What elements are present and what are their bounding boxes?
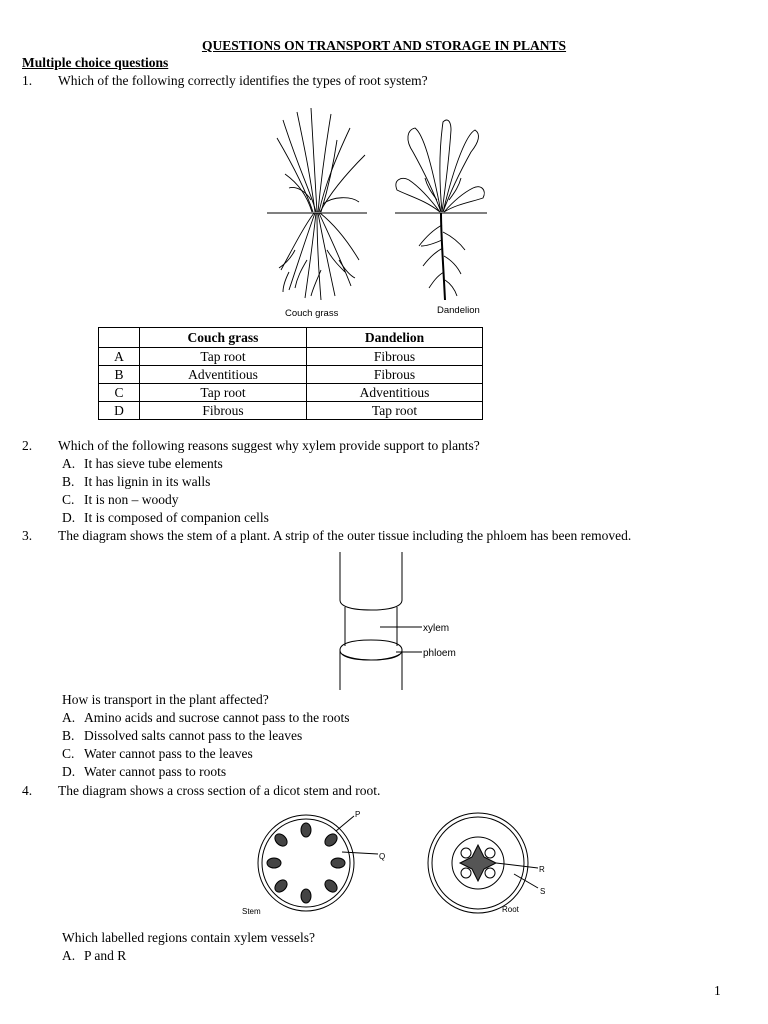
page-number: 1 bbox=[714, 983, 721, 998]
table-cell: A bbox=[99, 348, 140, 366]
dandelion-label: Dandelion bbox=[437, 305, 480, 316]
table-cell: Fibrous bbox=[140, 402, 307, 420]
option-b: B. It has lignin in its walls bbox=[62, 474, 211, 489]
table-cell: Adventitious bbox=[307, 384, 483, 402]
option-a: A. It has sieve tube elements bbox=[62, 456, 223, 471]
question-3 bbox=[22, 528, 631, 544]
cross-section-figure bbox=[238, 808, 560, 920]
answer-table bbox=[98, 327, 483, 420]
stem-label: Stem bbox=[242, 907, 261, 916]
couch-grass-plant bbox=[277, 108, 365, 300]
label-r: R bbox=[539, 865, 545, 874]
table-cell: Tap root bbox=[140, 384, 307, 402]
option-a: A. P and R bbox=[62, 948, 127, 963]
table-cell: Tap root bbox=[307, 402, 483, 420]
table-row bbox=[99, 348, 483, 366]
phloem-label: phloem bbox=[423, 648, 456, 659]
option-d: D. It is composed of companion cells bbox=[62, 510, 269, 525]
label-p: P bbox=[355, 810, 361, 819]
label-s: S bbox=[540, 887, 546, 896]
question-text: The diagram shows the stem of a plant. A strip of the outer tissue including the phloem has been removed. bbox=[58, 528, 632, 543]
table-cell: Fibrous bbox=[307, 366, 483, 384]
question-4-sub: Which labelled regions contain xylem vessels? bbox=[62, 930, 316, 945]
option-b: B. Dissolved salts cannot pass to the leaves bbox=[62, 728, 303, 743]
question-3-sub: How is transport in the plant affected? bbox=[62, 692, 269, 707]
question-number: 1. bbox=[22, 73, 33, 88]
table-row bbox=[99, 384, 483, 402]
table-row bbox=[99, 402, 483, 420]
question-2 bbox=[22, 438, 480, 454]
label-q: Q bbox=[379, 852, 386, 861]
question-number: 2. bbox=[22, 438, 33, 453]
root-label: Root bbox=[502, 905, 519, 914]
section-heading: Multiple choice questions bbox=[22, 55, 169, 70]
table-cell: B bbox=[99, 366, 140, 384]
table-header bbox=[99, 328, 140, 348]
question-number: 3. bbox=[22, 528, 33, 543]
table-header-row bbox=[99, 328, 483, 348]
table-row bbox=[99, 366, 483, 384]
option-c: C. It is non – woody bbox=[62, 492, 179, 507]
question-number: 4. bbox=[22, 783, 33, 798]
question-4 bbox=[22, 783, 380, 799]
ringed-stem-figure bbox=[330, 550, 480, 692]
stem-vascular-bundles bbox=[267, 823, 345, 903]
option-d: D. Water cannot pass to roots bbox=[62, 764, 227, 779]
option-c: C. Water cannot pass to the leaves bbox=[62, 746, 253, 761]
table-cell: Fibrous bbox=[307, 348, 483, 366]
couch-grass-label: Couch grass bbox=[285, 308, 339, 319]
root-systems-figure bbox=[255, 100, 495, 322]
xylem-label: xylem bbox=[423, 623, 450, 634]
table-header: Dandelion bbox=[307, 328, 483, 348]
question-text: Which of the following correctly identifies the types of root system? bbox=[58, 73, 428, 88]
question-text: Which of the following reasons suggest why xylem provide support to plants? bbox=[58, 438, 480, 453]
table-cell: Adventitious bbox=[140, 366, 307, 384]
table-cell: C bbox=[99, 384, 140, 402]
option-a: A. Amino acids and sucrose cannot pass to the roots bbox=[62, 710, 350, 725]
root-stele bbox=[460, 845, 496, 881]
table-header: Couch grass bbox=[140, 328, 307, 348]
page-title: QUESTIONS ON TRANSPORT AND STORAGE IN PLANTS bbox=[201, 38, 567, 53]
table-cell: D bbox=[99, 402, 140, 420]
question-text: The diagram shows a cross section of a dicot stem and root. bbox=[58, 783, 381, 798]
table-cell: Tap root bbox=[140, 348, 307, 366]
dandelion-plant bbox=[395, 120, 487, 300]
question-1 bbox=[22, 73, 428, 89]
